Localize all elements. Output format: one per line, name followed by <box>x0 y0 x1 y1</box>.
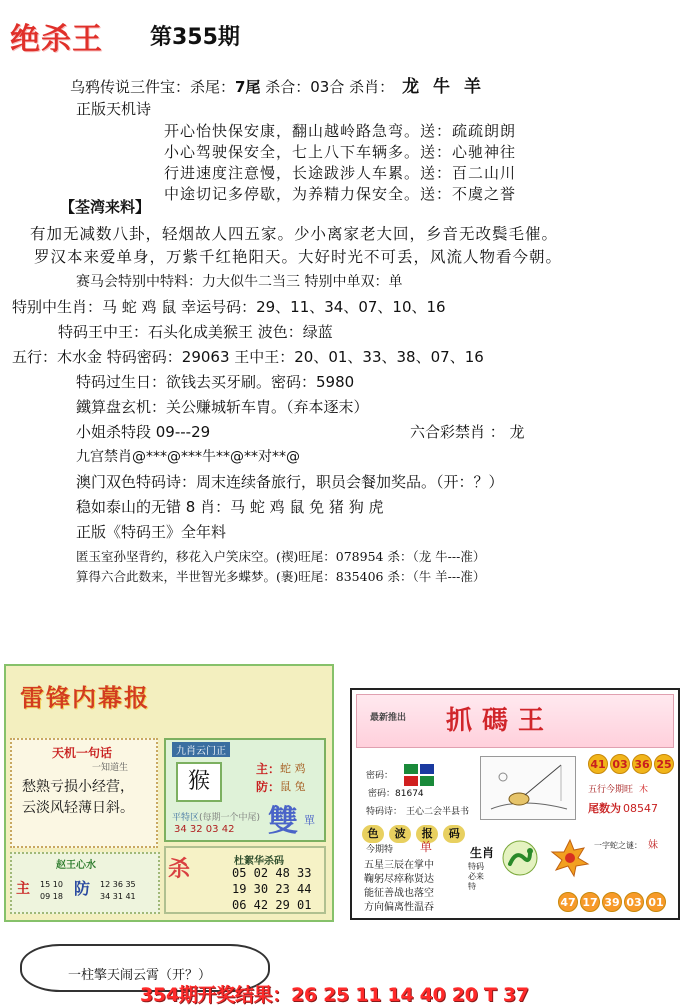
poem-line-2: 小心驾驶保安全，七上八下车辆多。送：心驰神往 <box>164 143 517 161</box>
zmw-poem-3: 能征善战也落空 <box>364 888 434 899</box>
tianji-label: 天机一句话 <box>52 746 113 760</box>
pingte-label: 平特区(每期一个中尾) <box>172 813 261 823</box>
sx-label: 生肖 <box>470 846 495 860</box>
killnums-row-1: 05 02 48 33 <box>232 866 312 880</box>
tema-row: 特码诗： 王心二会半县书 <box>366 807 470 817</box>
zhuamawang-title: 抓碼王 <box>446 706 555 736</box>
ball-bottom-3: 39 <box>602 892 622 912</box>
seg-3: 报 <box>416 825 438 843</box>
ball-top-1: 41 <box>588 754 608 774</box>
line-guoshengri: 特码过生日：欲钱去买牙刷。密码：5980 <box>76 373 355 391</box>
poem-line-3: 行进速度注意慢，长途跋涉人车累。送：百二山川 <box>164 164 517 182</box>
zhi-label: 今期特 <box>366 845 394 855</box>
line-ni-1: 匿玉室孙坚背约，移花入户笑床空。(禊)旺尾：078954 杀：（龙 牛---准） <box>76 549 486 564</box>
line-wuya: 乌鸦传说三件宝：杀尾：7尾 杀合：03合 杀肖： 龙 牛 羊 <box>70 77 485 97</box>
ball-bottom-4: 03 <box>624 892 644 912</box>
zhu-label: 主： <box>256 762 281 776</box>
tianji-sign: 一知道生 <box>92 763 129 773</box>
line-zhengban: 正版《特码王》全年料 <box>76 523 227 541</box>
cloud-text: 一柱擎天闹云霄（开？） <box>68 968 212 983</box>
killnums-label: 杜絮华杀码 <box>234 856 284 867</box>
verse-line-1: 有加无减数八卦，轻烟故人四五家。少小离家老大回，乡音无改鬓毛催。 <box>30 225 559 243</box>
mima-label: 密码： <box>366 771 394 781</box>
poem-line-1: 开心怡快保安康，翻山越岭路急弯。送：疏疏朗朗 <box>164 122 517 140</box>
line-wenru: 稳如泰山的无错 8 肖：马 蛇 鸡 鼠 免 猪 狗 虎 <box>76 498 384 516</box>
zhu-value: 蛇 鸡 <box>280 762 306 775</box>
fang2-nums-1: 12 36 35 <box>100 880 136 889</box>
logo-icon <box>404 764 436 788</box>
line-saima: 赛马会特别中特料：力大似牛二当三 特别中单双：单 <box>76 274 403 290</box>
line-aomen: 澳门双色特码诗：周末连续备旅行，职员会餐加奖品。（开：？） <box>76 473 504 491</box>
line-tebie: 特别中生肖：马 蛇 鸡 鼠 幸运号码：29、11、34、07、10、16 <box>12 298 446 316</box>
tianji-line-2: 云淡风轻薄日斜。 <box>22 800 134 816</box>
zhi-dan: 单 <box>420 840 433 854</box>
killnums-row-2: 19 30 23 44 <box>232 882 312 896</box>
fang-label: 防： <box>256 780 281 794</box>
rooster-icon <box>548 836 592 880</box>
issue-number: 第355期 <box>150 25 240 50</box>
pingte-numbers: 34 32 03 42 <box>174 824 235 835</box>
fang2-char: 防 <box>74 879 91 898</box>
fang-value: 鼠 兔 <box>280 780 306 793</box>
verse-line-2: 罗汉本来爱单身，万紫千红艳阳天。大好时光不可丢，风流人物看今朝。 <box>34 248 563 266</box>
ball-top-2: 03 <box>610 754 630 774</box>
tianji-line-1: 愁熟亏损小经营， <box>22 779 134 795</box>
line-xiaojie: 小姐杀特段 09---29 <box>76 423 211 441</box>
snake-icon <box>500 838 540 878</box>
poem-line-4: 中途切记多停歇，为养精力保安全。送：不虞之誉 <box>164 185 517 203</box>
line-tiesuanpan: 鐵算盘玄机：关公赚城斩车胄。（弃本逐末） <box>76 398 369 416</box>
weishu-row: 尾数为 08547 <box>588 802 658 815</box>
leifeng-title: 雷锋内幕报 <box>20 683 150 712</box>
ball-top-4: 25 <box>654 754 674 774</box>
fishing-illustration <box>480 756 576 820</box>
zhu2-char: 主 <box>16 881 30 897</box>
wuhang-row: 五行今期旺 木 <box>588 785 649 795</box>
zhu2-nums-2: 09 18 <box>40 892 63 901</box>
zmw-poem-1: 五星三辰在掌中 <box>364 860 434 871</box>
zhuamawang-tag: 最新推出 <box>370 713 407 723</box>
zmw-poem-2: 鞠躬尽瘁称贤达 <box>364 874 434 885</box>
fang2-nums-2: 34 31 41 <box>100 892 136 901</box>
section-label: 【荃湾来料】 <box>60 198 151 216</box>
line-jiugong: 九宫禁肖@***@***牛**@**对**@ <box>76 449 300 465</box>
sx-sub: 特码必来特 <box>468 862 484 891</box>
line-tianjishi-label: 正版天机诗 <box>76 100 152 118</box>
zmw-poem-4: 方向偏离性温吞 <box>364 902 434 913</box>
killnums-row-3: 06 42 29 01 <box>232 898 312 912</box>
shuang-char: 雙 <box>268 804 298 839</box>
yishe-row: 一字蛇之谜： 妹 <box>594 840 658 851</box>
ball-bottom-1: 47 <box>558 892 578 912</box>
ball-top-3: 36 <box>632 754 652 774</box>
zhu2-nums-1: 15 10 <box>40 880 63 889</box>
seg-1: 色 <box>362 825 384 843</box>
seg-4: 码 <box>443 825 465 843</box>
ball-bottom-5: 01 <box>646 892 666 912</box>
line-wuxing: 五行：木水金 特码密码：29063 王中王：20、01、33、38、07、16 <box>12 348 484 366</box>
seg-2: 波 <box>389 825 411 843</box>
line-temawang: 特码王中王：石头化成美猴王 波色：绿蓝 <box>58 323 333 341</box>
jiuxiao-label: 九肖云门正 <box>172 742 230 757</box>
sha-char: 杀 <box>168 856 191 882</box>
dan-char: 單 <box>304 814 315 827</box>
ball-bottom-2: 17 <box>580 892 600 912</box>
xinshui-label: 赵王心水 <box>56 860 96 871</box>
mima-value-row: 密码：81674 <box>368 789 424 799</box>
monkey-zodiac: 猴 <box>176 762 222 802</box>
line-liuhe: 六合彩禁肖 ： 龙 <box>410 423 525 441</box>
line-ni-2: 算得六合此数来，半世智光多蝶梦。(裹)旺尾：835406 杀：（牛 羊---准） <box>76 569 486 584</box>
draw-result: 354期开奖结果：26 25 11 14 40 20 T 37 <box>140 984 529 1006</box>
page-title: 绝杀王 <box>10 22 103 57</box>
